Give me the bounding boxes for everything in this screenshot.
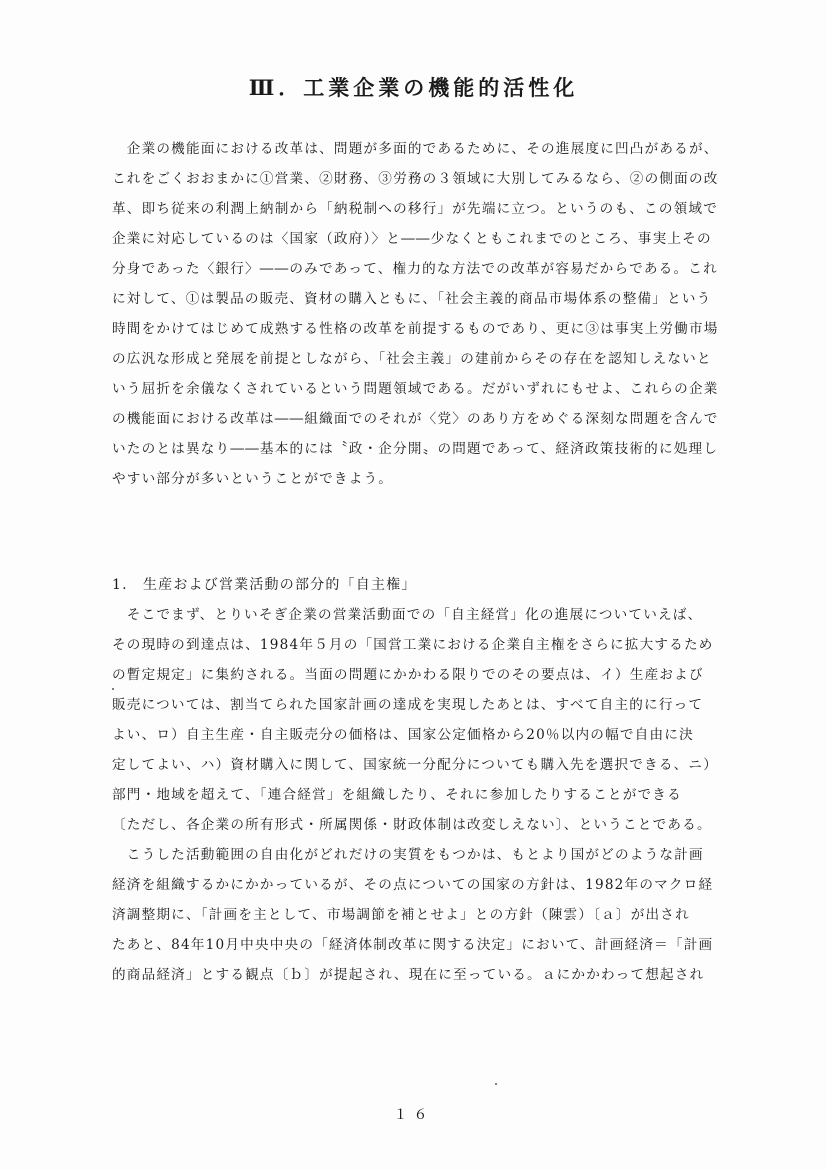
- section-heading: 1. 生産および営業活動の部分的「自主権」: [112, 577, 417, 593]
- text-line: やすい部分が多いということができよう。: [112, 471, 394, 487]
- text-line: これをごくおおまかに①営業、②財務、③労務の３領域に大別してみるなら、②の側面の改: [112, 171, 719, 187]
- text-line: いたのとは異なり――基本的には〝政・企分開〟の問題であって、経済政策技術的に処理し: [112, 441, 719, 457]
- text-line: そこでまず、とりいそぎ企業の営業活動面での「自主経営」化の進展についていえば、: [112, 607, 703, 623]
- paragraph-intro: [112, 134, 722, 494]
- paragraph-section1: [112, 600, 722, 990]
- text-line: の広汎な形成と発展を前提としながら、「社会主義」の建前からその存在を認知しえないと: [112, 351, 712, 367]
- text-line: 販売については、割当てられた国家計画の達成を実現したあとは、すべて自主的に行って: [112, 697, 704, 713]
- chapter-title: Ⅲ．工業企業の機能的活性化: [248, 75, 579, 100]
- text-line: たあと、84年10月中央中央の「経済体制改革に関する決定」において、計画経済＝「計画: [112, 937, 714, 953]
- text-line: 企業の機能面における改革は、問題が多面的であるために、その進展度に凹凸があるが、: [112, 141, 719, 157]
- text-line: 〔ただし、各企業の所有形式・所属関係・財政体制は改変しえない〕、ということである。: [112, 817, 712, 833]
- page-number: １６: [393, 1107, 434, 1123]
- text-line: 革、即ち従来の利潤上納制から「納税制への移行」が先端に立つ。というのも、この領域で: [112, 201, 718, 217]
- text-line: こうした活動範囲の自由化がどれだけの実質をもつかは、もとより国がどのような計画: [112, 847, 704, 863]
- text-line: 部門・地域を超えて、「連合経営」を組織したり、それに参加したりすることができる: [112, 787, 682, 803]
- text-line: 済調整期に、「計画を主として、市場調節を補とせよ」との方針（陳雲）〔ａ〕が出され: [112, 907, 690, 923]
- text-line: に対して、①は製品の販売、資材の購入ともに、「社会主義的商品市場体系の整備」という: [112, 291, 712, 307]
- text-line: 経済を組織するかにかかっているが、その点についての国家の方針は、1982年のマクロ経: [112, 877, 714, 893]
- text-line: よい、ロ）自主生産・自主販売分の価格は、国家公定価格から20％以内の幅で自由に決: [112, 727, 694, 743]
- text-line: 時間をかけてはじめて成熟する性格の改革を前提するものであり、更に③は事実上労働市場: [112, 321, 719, 337]
- text-line: 定してよい、ハ）資材購入に関して、国家統一分配分についても購入先を選択できる、ニ）: [112, 757, 718, 773]
- text-line: の機能面における改革は――組織面でのそれが〈党〉のあり方をめぐる深刻な問題を含んで: [112, 411, 719, 427]
- scan-speck: [495, 1083, 497, 1085]
- text-line: の暫定規定」に集約される。当面の問題にかかわる限りでのその要点は、イ）生産および: [112, 667, 704, 683]
- scan-speck: [112, 688, 114, 690]
- text-line: その現時の到達点は、1984年５月の「国営工業における企業自主権をさらに拡大するため: [112, 637, 714, 653]
- text-line: いう屈折を余儀なくされているという問題領域である。だがいずれにもせよ、これらの企業: [112, 381, 719, 397]
- text-line: 的商品経済」とする観点〔ｂ〕が提起され、現在に至っている。ａにかかわって想起され: [112, 967, 705, 983]
- text-line: 企業に対応しているのは〈国家（政府）〉と――少なくともこれまでのところ、事実上その: [112, 231, 712, 247]
- text-line: 分身であった〈銀行〉――のみであって、権力的な方法での改革が容易だからである。これ: [112, 261, 718, 277]
